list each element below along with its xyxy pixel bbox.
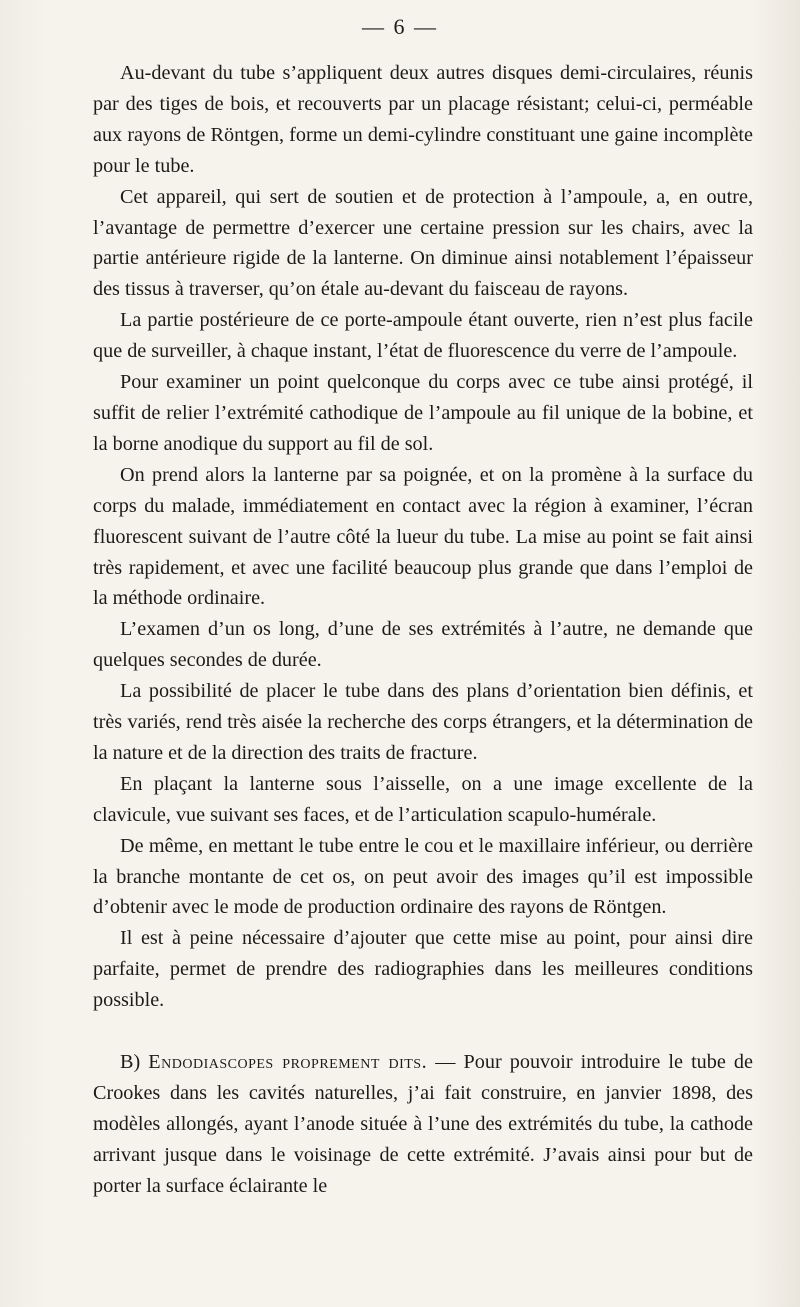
paragraph: L’examen d’un os long, d’une de ses extrémités à l’autre, ne demande que quelques secondes de durée.: [93, 618, 753, 672]
section-label: B): [120, 1051, 141, 1074]
page-body: [93, 58, 753, 1202]
paragraph: Pour examiner un point quelconque du corps avec ce tube ainsi protégé, il suffit de relier l’extrémité cathodique de l’ampoule au fil unique de la bobine, et la borne anodique du support au fil de sol.: [93, 371, 753, 455]
section-text: — Pour pouvoir introduire le tube de Crookes dans les cavités naturelles, j’ai fait construire, en janvier 1898, des modèles allongés, ayant l’anode située à l’une des extrémités du tube, la cathode arrivant jusque dans le voisinage de cette extrémité. J’avais ainsi pour but de porter la surface éclairante le: [93, 1051, 753, 1197]
paragraph: De même, en mettant le tube entre le cou et le maxillaire inférieur, ou derrière la branche montante de cet os, on peut avoir des images qu’il est impossible d’obtenir avec le mode de production ordinaire des rayons de Röntgen.: [93, 834, 753, 919]
paragraph: Cet appareil, qui sert de soutien et de protection à l’ampoule, a, en outre, l’avantage de permettre d’exercer une certaine pression sur les chairs, avec la partie antérieure rigide de la lanterne. On diminue ainsi notablement l’épaisseur des tissus à traverser, qu’on étale au-devant du faisceau de rayons.: [93, 185, 753, 301]
paragraph: En plaçant la lanterne sous l’aisselle, on a une image excellente de la clavicule, vue suivant ses faces, et de l’articulation scapulo-humérale.: [93, 772, 753, 826]
paragraph: La possibilité de placer le tube dans des plans d’orientation bien définis, et très variés, rend très aisée la recherche des corps étrangers, et la détermination de la nature et de la direction des traits de fracture.: [93, 680, 753, 764]
paragraph: Au-devant du tube s’appliquent deux autres disques demi-circulaires, réunis par des tiges de bois, et recouverts par un placage résistant; celui-ci, perméable aux rayons de Röntgen, forme un demi-cylindre constituant une gaine incomplète pour le tube.: [93, 62, 753, 177]
section-heading: Endodiascopes proprement dits.: [148, 1051, 428, 1074]
paragraph: Il est à peine nécessaire d’ajouter que cette mise au point, pour ainsi dire parfaite, permet de prendre des radiographies dans les meilleures conditions possible.: [93, 927, 753, 1012]
page-number: — 6 —: [362, 14, 438, 39]
section-paragraph: [93, 1047, 753, 1202]
paragraph: On prend alors la lanterne par sa poignée, et on la promène à la surface du corps du malade, immédiatement en contact avec la région à examiner, l’écran fluorescent suivant de l’autre côté la lueur du tube. La mise au point se fait ainsi très rapidement, et avec une facilité beaucoup plus grande que dans l’emploi de la méthode ordinaire.: [93, 463, 753, 610]
paragraph: La partie postérieure de ce porte-ampoule étant ouverte, rien n’est plus facile que de surveiller, à chaque instant, l’état de fluorescence du verre de l’ampoule.: [93, 309, 753, 363]
